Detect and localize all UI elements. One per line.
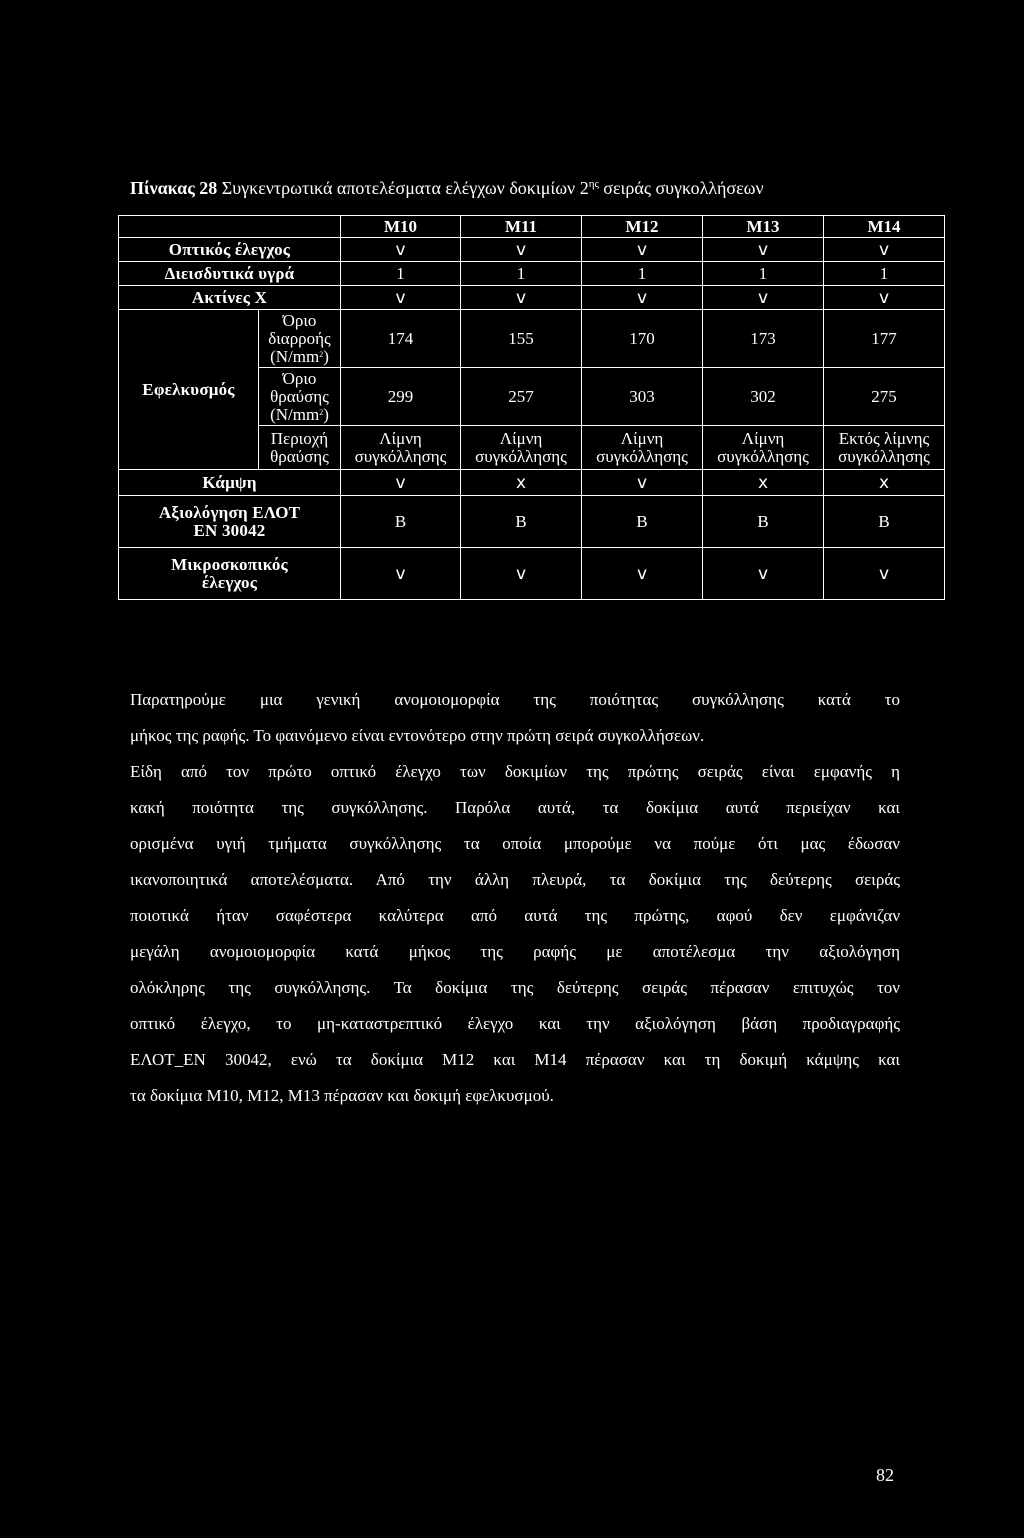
table-row — [119, 496, 945, 548]
sublabel-text: ) — [323, 404, 329, 424]
paragraph-line: Παρατηρούμε μια γενική ανομοιομορφία της ποιότητας συγκόλλησης κατά το — [130, 690, 900, 709]
cell-value: B — [461, 496, 582, 548]
paragraph-line: ικανοποιητικά αποτελέσματα. Από την άλλη πλευρά, τα δοκίμια της δεύτερης σειράς — [130, 870, 900, 889]
table-row — [119, 238, 945, 262]
row-label-text: EN 30042 — [193, 520, 266, 540]
cell-value: v — [461, 238, 582, 262]
sublabel-text: (N/mm — [270, 404, 320, 424]
cell-text: συγκόλλησης — [596, 446, 688, 466]
cell-value: v — [461, 286, 582, 310]
table-row — [119, 548, 945, 600]
cell-value: 174 — [341, 310, 461, 368]
paragraph-line: οπτικό έλεγχο, το μη-καταστρεπτικό έλεγχο και την αξιολόγηση βάση προδιαγραφής — [130, 1014, 900, 1033]
sublabel-text: ) — [323, 346, 329, 366]
cell-value: B — [703, 496, 824, 548]
cell-value: x — [703, 470, 824, 496]
cell-value: v — [341, 470, 461, 496]
cell-value: v — [824, 238, 945, 262]
sublabel-sup: 2 — [319, 407, 324, 417]
cell-value: x — [824, 470, 945, 496]
paragraph-line: ολόκληρης της συγκόλλησης. Τα δοκίμια της δεύτερης σειράς πέρασαν επιτυχώς τον — [130, 978, 900, 997]
cell-value: 170 — [582, 310, 703, 368]
cell-text: συγκόλλησης — [475, 446, 567, 466]
cell-value: v — [703, 286, 824, 310]
caption-label: Πίνακας 28 — [130, 178, 218, 198]
cell-value: v — [824, 286, 945, 310]
column-header-m10: M10 — [341, 216, 461, 238]
sublabel-sup: 2 — [319, 349, 324, 359]
cell-value — [582, 426, 703, 470]
cell-value — [703, 426, 824, 470]
cell-value: v — [582, 238, 703, 262]
sublabel-fracture — [259, 368, 341, 426]
cell-value: 299 — [341, 368, 461, 426]
paragraph-line: τα δοκίμια M10, M12, M13 πέρασαν και δοκιμή εφελκυσμού. — [130, 1086, 554, 1105]
empty-corner-cell — [119, 216, 341, 238]
cell-value: v — [582, 286, 703, 310]
row-label-optical: Οπτικός έλεγχος — [119, 238, 341, 262]
sublabel-text: (N/mm — [270, 346, 320, 366]
row-label-text: Αξιολόγηση ΕΛΟΤ — [158, 502, 301, 522]
page-number: 82 — [876, 1465, 894, 1485]
table-row — [119, 470, 945, 496]
cell-value: v — [703, 238, 824, 262]
cell-value: 1 — [824, 262, 945, 286]
row-label-penetrant: Διεισδυτικά υγρά — [119, 262, 341, 286]
paragraph-line: μήκος της ραφής. Το φαινόμενο είναι εντονότερο στην πρώτη σειρά συγκολλήσεων. — [130, 726, 705, 745]
table-caption — [130, 178, 764, 199]
cell-text: συγκόλλησης — [717, 446, 809, 466]
row-label-elot — [119, 496, 341, 548]
table-row — [119, 310, 945, 368]
cell-text: συγκόλλησης — [354, 446, 447, 466]
sublabel-yield — [259, 310, 341, 368]
cell-value: v — [824, 548, 945, 600]
column-header-m12: M12 — [582, 216, 703, 238]
cell-value: v — [341, 238, 461, 262]
cell-value: 275 — [824, 368, 945, 426]
cell-value: v — [582, 548, 703, 600]
cell-text: συγκόλλησης — [838, 446, 930, 466]
caption-text: Συγκεντρωτικά αποτελέσματα ελέγχων δοκιμίων 2 — [221, 178, 589, 198]
table-row — [119, 286, 945, 310]
cell-value: 1 — [341, 262, 461, 286]
row-label-tensile: Εφελκυσμός — [119, 310, 259, 470]
cell-value: v — [703, 548, 824, 600]
cell-value: B — [824, 496, 945, 548]
column-header-m14: M14 — [824, 216, 945, 238]
row-label-bend: Κάμψη — [119, 470, 341, 496]
caption-text-end: σειράς συγκολλήσεων — [598, 178, 764, 198]
cell-value: v — [341, 548, 461, 600]
sublabel-text: Όριο — [282, 310, 317, 330]
paragraph-line: ορισμένα υγιή τμήματα συγκόλλησης τα οποία μπορούμε να πούμε ότι μας έδωσαν — [130, 834, 900, 853]
cell-value — [341, 426, 461, 470]
cell-value — [461, 426, 582, 470]
sublabel-region — [259, 426, 341, 470]
row-label-text: Μικροσκοπικός — [171, 554, 288, 574]
cell-text: Λίμνη — [499, 428, 543, 448]
sublabel-text: Περιοχή — [270, 428, 329, 448]
paragraph-line: Είδη από τον πρώτο οπτικό έλεγχο των δοκιμίων της πρώτης σειράς είναι εμφανής η — [130, 762, 900, 781]
caption-sup: ης — [588, 178, 599, 190]
sublabel-text: θραύσης — [270, 386, 329, 406]
header-row — [119, 216, 945, 238]
column-header-m13: M13 — [703, 216, 824, 238]
cell-text: Λίμνη — [741, 428, 785, 448]
sublabel-text: θραύσης — [270, 446, 329, 466]
paragraph-line: κακή ποιότητα της συγκόλλησης. Παρόλα αυτά, τα δοκίμια αυτά περιείχαν και — [130, 798, 900, 817]
cell-text: Λίμνη — [620, 428, 664, 448]
cell-value: v — [582, 470, 703, 496]
table-row — [119, 262, 945, 286]
row-label-text: έλεγχος — [201, 572, 258, 592]
cell-value: 302 — [703, 368, 824, 426]
cell-value: B — [582, 496, 703, 548]
row-label-micro — [119, 548, 341, 600]
cell-value: 1 — [582, 262, 703, 286]
cell-text: Εκτός λίμνης — [838, 428, 930, 448]
paragraph-line: μεγάλη ανομοιομορφία κατά μήκος της ραφής με αποτέλεσμα την αξιολόγηση — [130, 942, 900, 961]
sublabel-text: Όριο — [282, 368, 317, 388]
cell-value: 1 — [703, 262, 824, 286]
cell-text: Λίμνη — [379, 428, 422, 448]
sublabel-text: διαρροής — [268, 328, 331, 348]
cell-value: B — [341, 496, 461, 548]
column-header-m11: M11 — [461, 216, 582, 238]
row-label-xray: Ακτίνες Χ — [119, 286, 341, 310]
cell-value: v — [461, 548, 582, 600]
cell-value — [824, 426, 945, 470]
cell-value: v — [341, 286, 461, 310]
cell-value: 1 — [461, 262, 582, 286]
cell-value: 155 — [461, 310, 582, 368]
cell-value: 303 — [582, 368, 703, 426]
cell-value: 173 — [703, 310, 824, 368]
paragraph-line: ποιοτικά ήταν σαφέστερα καλύτερα από αυτά της πρώτης, αφού δεν εμφάνιζαν — [130, 906, 900, 925]
cell-value: x — [461, 470, 582, 496]
cell-value: 257 — [461, 368, 582, 426]
results-table — [118, 215, 945, 600]
cell-value: 177 — [824, 310, 945, 368]
paragraph-line: ΕΛΟΤ_EN 30042, ενώ τα δοκίμια M12 και M14 πέρασαν και τη δοκιμή κάμψης και — [130, 1050, 900, 1069]
